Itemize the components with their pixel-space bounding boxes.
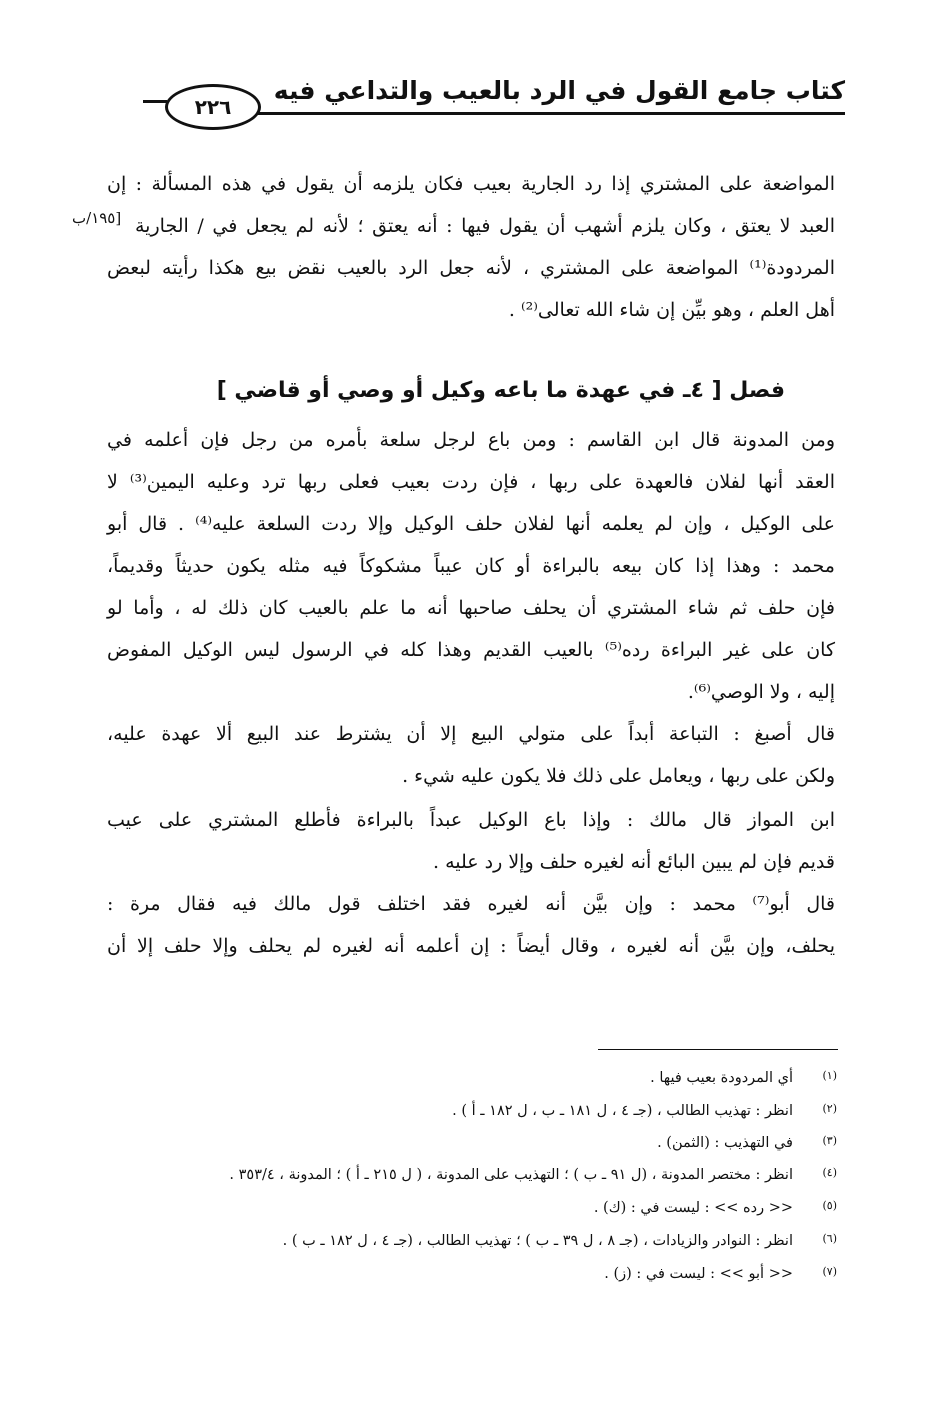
header-rule-tail: [143, 100, 167, 103]
footnote: [650, 1065, 837, 1089]
footnote-number: (٦): [822, 1232, 837, 1245]
footnote-number: (٥): [822, 1199, 837, 1212]
footnote-number: (٣): [822, 1134, 837, 1147]
footnote-text: في التهذيب : (الثمن) .: [657, 1135, 793, 1151]
footnote: [594, 1195, 837, 1219]
text-line: على الوكيل ، وإن لم يعلمه أنها لفلان حلف الوكيل وإلا ردت السلعة عليه⁽⁴⁾ . قال أبو: [107, 513, 835, 535]
text-line: ولكن على ربها ، ويعامل على ذلك فلا يكون عليه شيء .: [402, 765, 835, 787]
footnote-text: انظر : النوادر والزيادات ، (جـ ٨ ، ل ٣٩ ـ ب ) ؛ تهذيب الطالب ، (جـ ٤ ، ل ١٨٢ ـ ب ) .: [282, 1233, 793, 1249]
text-line: كان على غير البراءة رده⁽⁵⁾ بالعيب القديم وهذا كله في الرسول ليس الوكيل المفوض: [107, 639, 835, 661]
footnote: [452, 1098, 837, 1122]
text-line: ابن المواز قال مالك : وإذا باع الوكيل عبداً بالبراءة فأطلع المشتري على عيب: [107, 809, 835, 831]
text-line: يحلف، وإن بيَّن أنه لغيره ، وقال أيضاً : إن أعلمه أنه لغيره لم يحلف وإلا حلف إلا أن: [107, 935, 835, 957]
text-line: المواضعة على المشتري إذا رد الجارية بعيب فكان يلزمه أن يقول في هذه المسألة : إن: [107, 173, 835, 195]
footnote: [229, 1162, 837, 1186]
footnote-text: انظر : تهذيب الطالب ، (جـ ٤ ، ل ١٨١ ـ ب ، ل ١٨٢ ـ أ ) .: [452, 1103, 793, 1119]
header-rule: [241, 112, 845, 115]
footnote-text: << أبو >> : ليست في : (ز) .: [604, 1266, 793, 1282]
text-line: العقد أنها لفلان فالعهدة على ربها ، فإن ردت بعيب فعلى ربها ترد وعليه اليمين⁽³⁾ لا: [107, 471, 835, 493]
text-line: قال أصبغ : التباعة أبداً على متولي البيع إلا أن يشترط عند البيع ألا عهدة عليه،: [107, 723, 835, 745]
page-number: ٢٢٦: [165, 84, 261, 130]
running-title: كتاب جامع القول في الرد بالعيب والتداعي فيه: [273, 76, 845, 105]
footnote-text: << رده >> : ليست في : (ك) .: [593, 1200, 793, 1216]
footnote-number: (٢): [822, 1102, 837, 1115]
footnote: [657, 1130, 837, 1154]
footnote-text: أي المردودة بعيب فيها .: [650, 1070, 793, 1086]
text-line: محمد : وهذا إذا كان بيعه بالبراءة أو كان عيباً مشكوكاً فيه مثله يكون حديثاً وقديماً،: [107, 555, 835, 577]
text-line: المردودة⁽¹⁾ المواضعة على المشتري ، لأنه جعل الرد بالعيب نقض بيع هكذا رأيته لبعض: [107, 257, 835, 279]
footnote: [283, 1228, 837, 1252]
footnote-number: (٤): [822, 1166, 837, 1179]
text-line: إليه ، ولا الوصي⁽⁶⁾.: [687, 681, 835, 703]
page-header: [155, 72, 845, 132]
text-line: ومن المدونة قال ابن القاسم : ومن باع لرجل سلعة بأمره من رجل فإن أعلمه في: [107, 429, 835, 451]
text-line: قديم فإن لم يبين البائع أنه لغيره حلف وإلا رد عليه .: [433, 851, 835, 873]
footnote-separator: [598, 1049, 838, 1050]
footnote-number: (١): [822, 1069, 837, 1082]
text-line: قال أبو⁽⁷⁾ محمد : وإن بيَّن أنه لغيره فقد اختلف قول مالك فيه فقال مرة :: [107, 893, 836, 915]
text-line: العبد لا يعتق ، وكان يلزم أشهب أن يقول فيها : أنه يعتق ؛ لأنه لم يجعل في / الجارية: [135, 215, 835, 237]
text-line: فإن حلف ثم شاء المشتري أن يحلف صاحبها أنه ما علم بالعيب كان ذلك له ، وأما لو: [107, 597, 835, 619]
text-line: أهل العلم ، وهو بيِّن إن شاء الله تعالى⁽²⁾ .: [508, 299, 835, 321]
footnote: [604, 1261, 837, 1285]
footnote-number: (٧): [822, 1265, 837, 1278]
footnote-text: انظر : مختصر المدونة ، (ل ٩١ ـ ب ) ؛ التهذيب على المدونة ، ( ل ٢١٥ ـ أ ) ؛ المدونة ، ٣٥٣/٤ .: [229, 1167, 793, 1183]
section-heading: فصل [ ٤ـ في عهدة ما باعه وكيل أو وصي أو قاضي ]: [216, 378, 785, 403]
manuscript-folio-note: [١٩٥/ب: [72, 209, 122, 227]
